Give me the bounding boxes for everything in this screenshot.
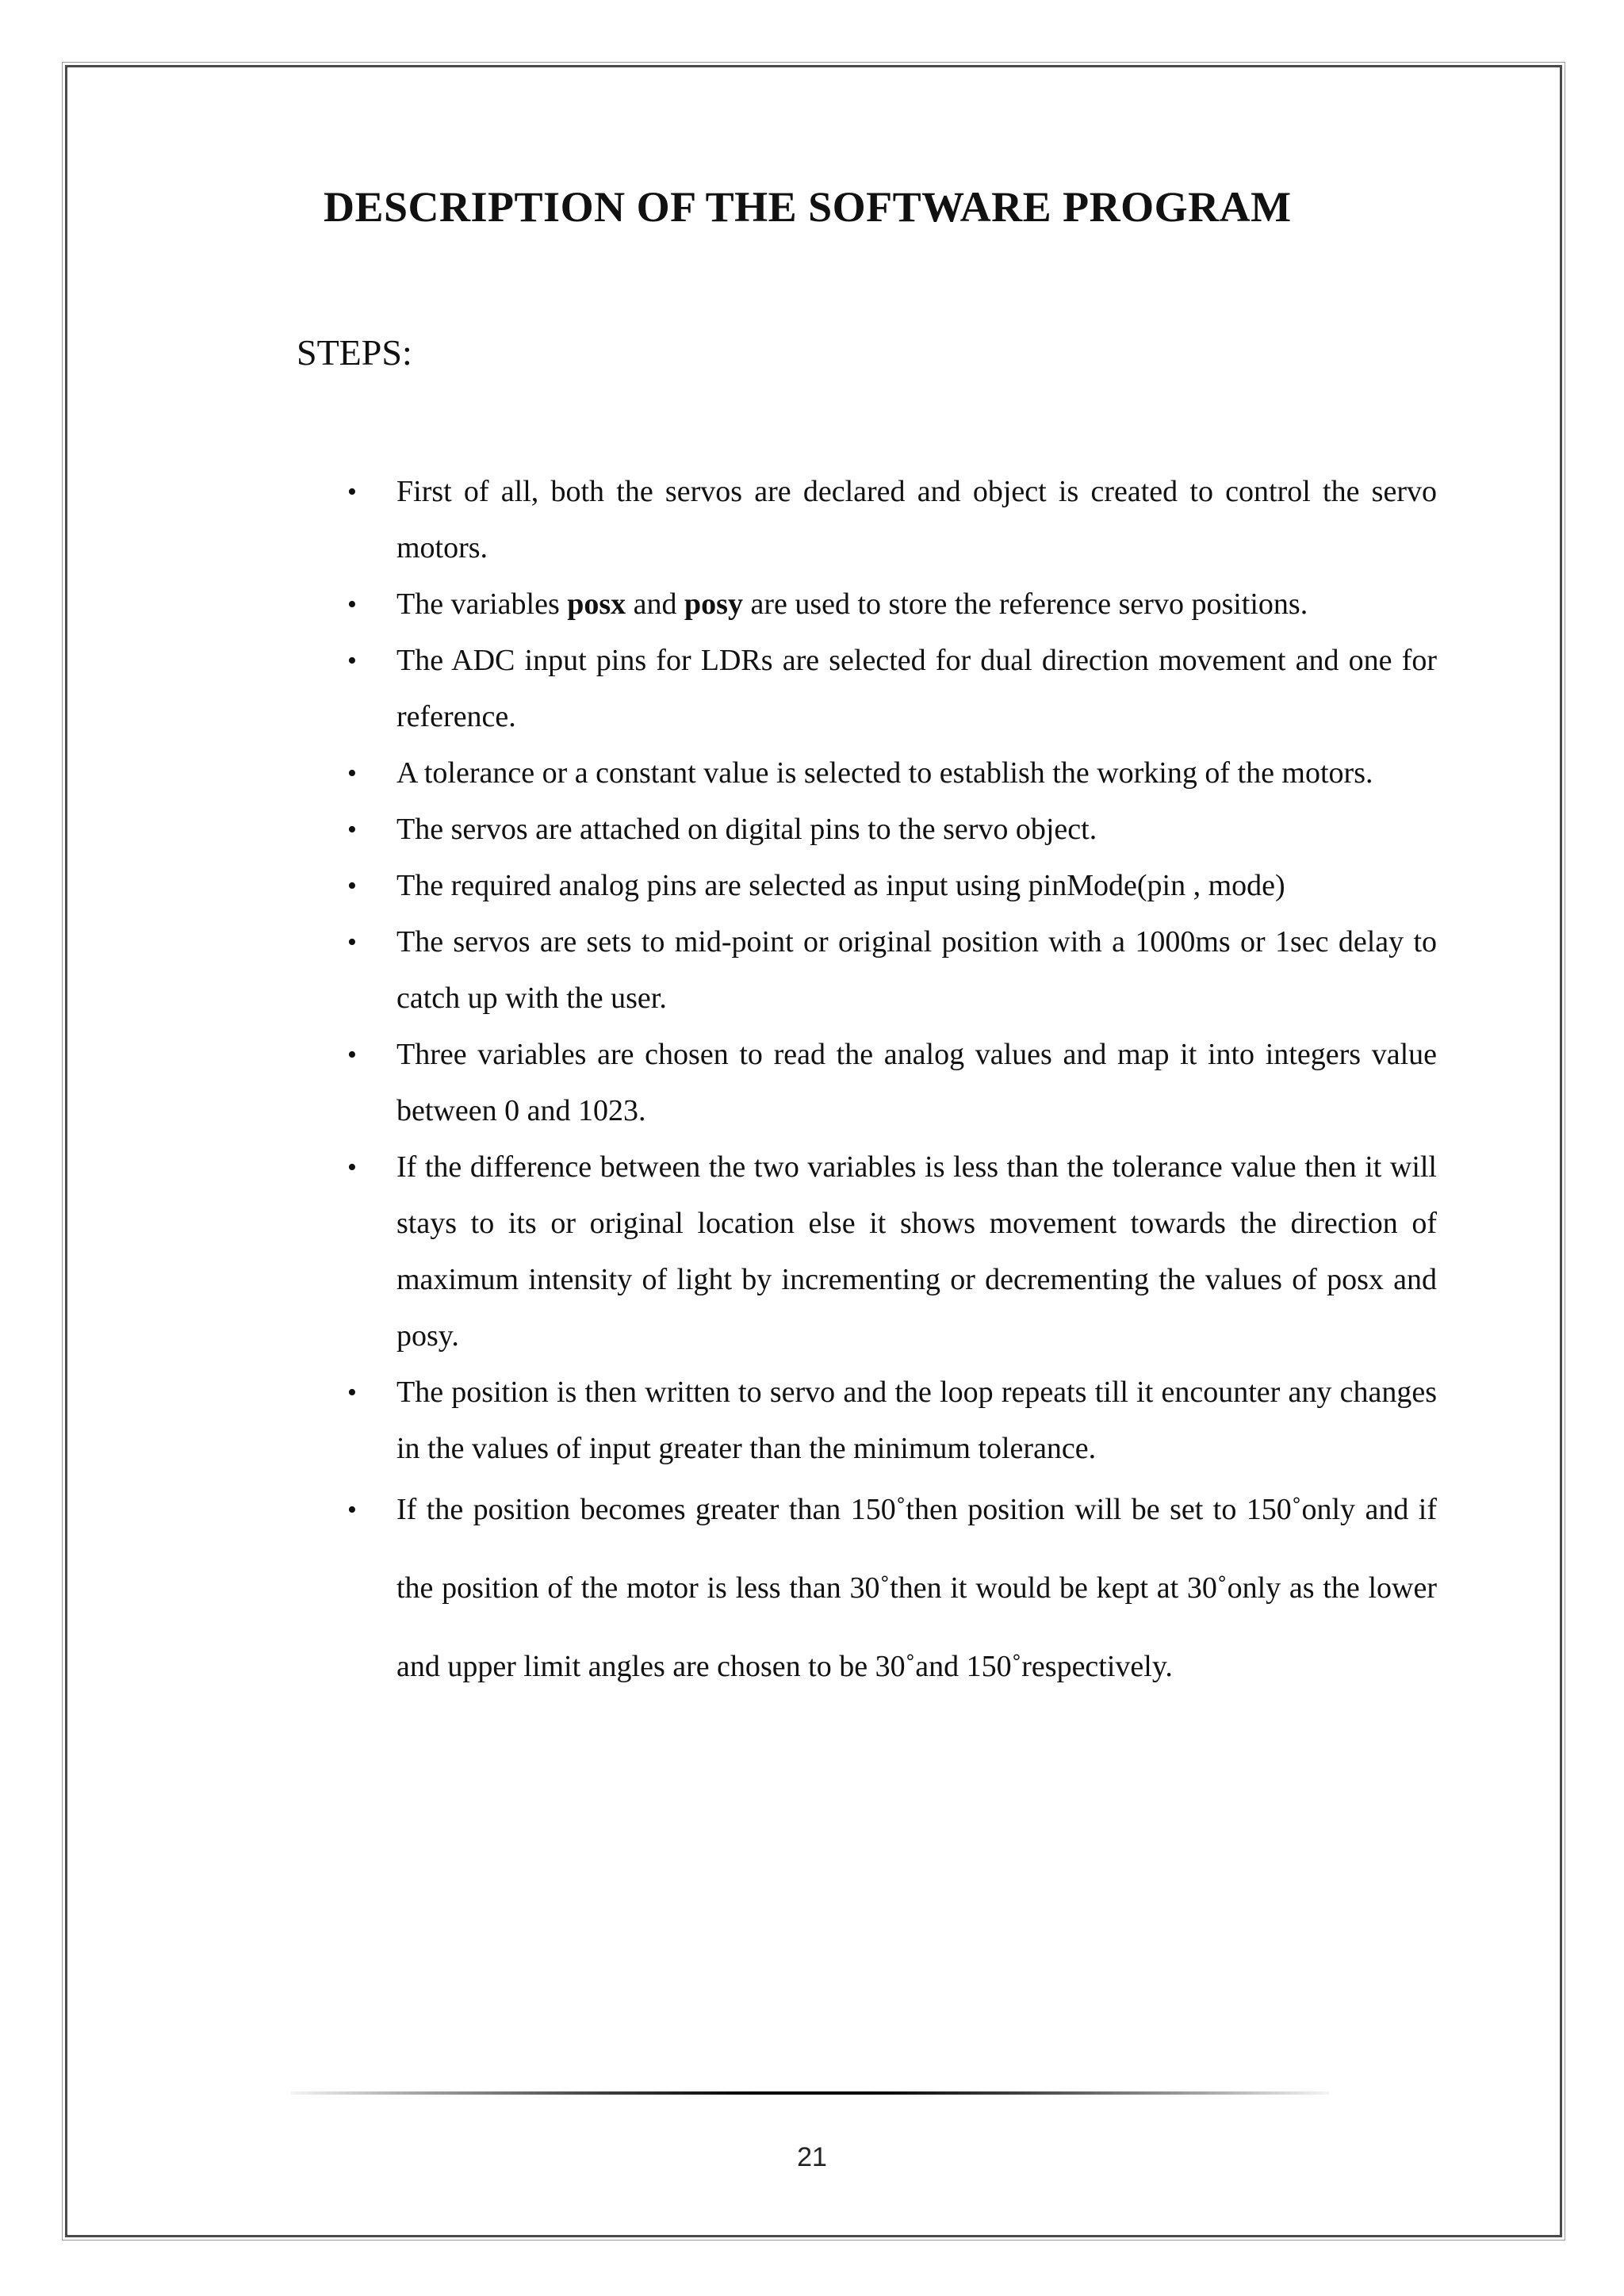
step-item xyxy=(341,914,1437,1027)
step-text: The servos are sets to mid-point or original position with a 1000ms or 1sec delay to catch up with the user. xyxy=(396,925,1437,1015)
step-item xyxy=(341,1471,1437,1706)
step-item xyxy=(341,858,1437,914)
step-text xyxy=(396,587,1308,621)
step-item xyxy=(341,1364,1437,1477)
step-text-segment: The variables xyxy=(396,587,568,621)
page-number: 21 xyxy=(797,2142,827,2172)
step-text: If the difference between the two variables is less than the tolerance value then it will stays to its or original location else it shows movement towards the direction of maximum intensity of light by incrementing or decrementing the values of posx and posy. xyxy=(396,1150,1437,1353)
step-text: The ADC input pins for LDRs are selected for dual direction movement and one for reference. xyxy=(396,644,1437,733)
bullet-icon: • xyxy=(347,1495,357,1525)
step-item xyxy=(341,745,1437,802)
step-item xyxy=(341,1139,1437,1364)
step-text: The required analog pins are selected as input using pinMode(pin , mode) xyxy=(396,869,1285,902)
step-item xyxy=(341,802,1437,858)
step-item xyxy=(341,464,1437,576)
step-text: The position is then written to servo and the loop repeats till it encounter any changes in the values of input greater than the minimum tolerance. xyxy=(396,1376,1437,1465)
step-text-segment: and xyxy=(626,587,685,621)
bullet-icon: • xyxy=(347,815,357,844)
step-text: Three variables are chosen to read the analog values and map it into integers value between 0 and 1023. xyxy=(396,1038,1437,1127)
bullet-icon: • xyxy=(347,1153,357,1182)
bullet-icon: • xyxy=(347,1040,357,1070)
steps-list xyxy=(341,464,1437,1706)
bullet-icon: • xyxy=(347,1378,357,1407)
step-text: If the position becomes greater than 150˚then position will be set to 150˚only and if the position of the motor is less than 30˚then it would be kept at 30˚only as the lower and upper limit angles are chosen to be 30˚and 150˚respectively. xyxy=(396,1493,1437,1683)
bullet-icon: • xyxy=(347,646,357,675)
bullet-icon: • xyxy=(347,759,357,788)
step-item xyxy=(341,633,1437,745)
steps-heading: STEPS: xyxy=(297,332,412,373)
step-text-segment: are used to store the reference servo positions. xyxy=(742,587,1308,621)
step-text: The servos are attached on digital pins to the servo object. xyxy=(396,813,1097,846)
page-title: DESCRIPTION OF THE SOFTWARE PROGRAM xyxy=(324,183,1292,231)
step-text: A tolerance or a constant value is selected to establish the working of the motors. xyxy=(396,756,1373,790)
footer-divider xyxy=(290,2091,1329,2095)
step-item xyxy=(341,1027,1437,1139)
bullet-icon: • xyxy=(347,928,357,957)
bullet-icon: • xyxy=(347,871,357,901)
bullet-icon: • xyxy=(347,477,357,507)
step-item xyxy=(341,576,1437,633)
variable-name-posy: posy xyxy=(684,587,743,621)
step-text: First of all, both the servos are declared and object is created to control the servo motors. xyxy=(396,475,1437,564)
variable-name-posx: posx xyxy=(567,587,626,621)
bullet-icon: • xyxy=(347,590,357,619)
